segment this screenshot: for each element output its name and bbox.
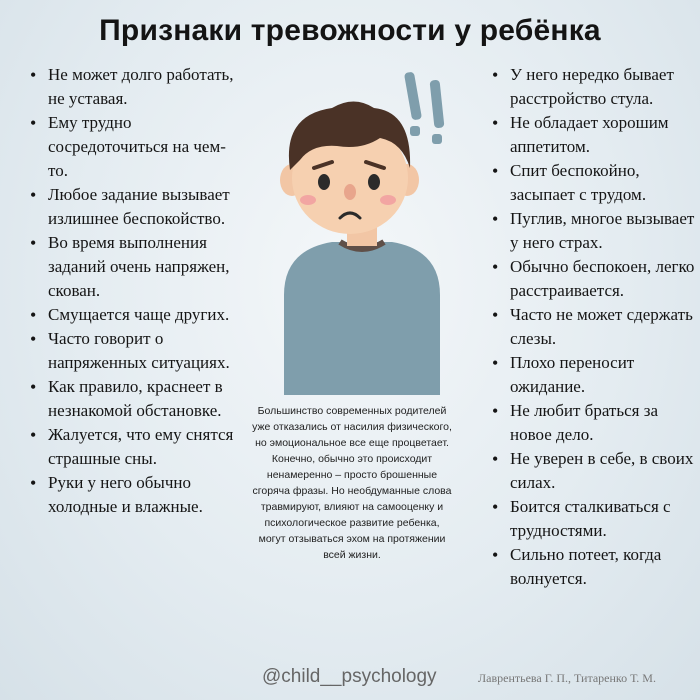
- symptom-list-item: • Любое задание вызывает излишнее беспокойство.: [28, 183, 243, 231]
- social-handle: @child__psychology: [262, 666, 437, 687]
- right-symptom-list: [490, 63, 695, 591]
- symptom-list-item: • Сильно потеет, когда волнуется.: [490, 543, 695, 591]
- symptom-list-item: • Часто не может сдержать слезы.: [490, 303, 695, 351]
- symptom-list-item: • Жалуется, что ему снятся страшные сны.: [28, 423, 243, 471]
- symptom-list-item: • Не может долго работать, не уставая.: [28, 63, 243, 111]
- exclamation-marks-icon: [404, 71, 445, 144]
- anxious-child-illustration: [262, 60, 462, 395]
- page-title: Признаки тревожности у ребёнка: [99, 14, 601, 47]
- symptom-list-item: • Руки у него обычно холодные и влажные.: [28, 471, 243, 519]
- symptom-list-item: • Спит беспокойно, засыпает с трудом.: [490, 159, 695, 207]
- left-symptom-list: [28, 63, 243, 519]
- symptom-list-item: • Часто говорит о напряженных ситуациях.: [28, 327, 243, 375]
- authors-credit: Лаврентьева Г. П., Титаренко Т. М.: [478, 671, 656, 685]
- symptom-list-item: • Не любит браться за новое дело.: [490, 399, 695, 447]
- symptom-list-item: • Во время выполнения заданий очень напряжен, скован.: [28, 231, 243, 303]
- symptom-list-item: • Смущается чаще других.: [28, 303, 243, 327]
- explanatory-paragraph: Большинство современных родителей уже отказались от насилия физического, но эмоциональное все еще процветает. Конечно, обычно это происходит ненамеренно – просто брошенные сгоряча фразы. Но необдуманные слова травмируют, влияют на самооценку и психологическое развитие ребенка, могут отзываться эхом на протяжении всей жизни.: [252, 405, 452, 561]
- symptom-list-item: • Ему трудно сосредоточиться на чем-то.: [28, 111, 243, 183]
- symptom-list-item: • Пуглив, многое вызывает у него страх.: [490, 207, 695, 255]
- symptom-list-item: • Не уверен в себе, в своих силах.: [490, 447, 695, 495]
- symptom-list-item: • Как правило, краснеет в незнакомой обстановке.: [28, 375, 243, 423]
- symptom-list-item: • Плохо переносит ожидание.: [490, 351, 695, 399]
- symptom-list-item: • Не обладает хорошим аппетитом.: [490, 111, 695, 159]
- sweater: [284, 242, 440, 395]
- symptom-list-item: • Боится сталкиваться с трудностями.: [490, 495, 695, 543]
- symptom-list-item: • Обычно беспокоен, легко расстраивается.: [490, 255, 695, 303]
- symptom-list-item: • У него нередко бывает расстройство стула.: [490, 63, 695, 111]
